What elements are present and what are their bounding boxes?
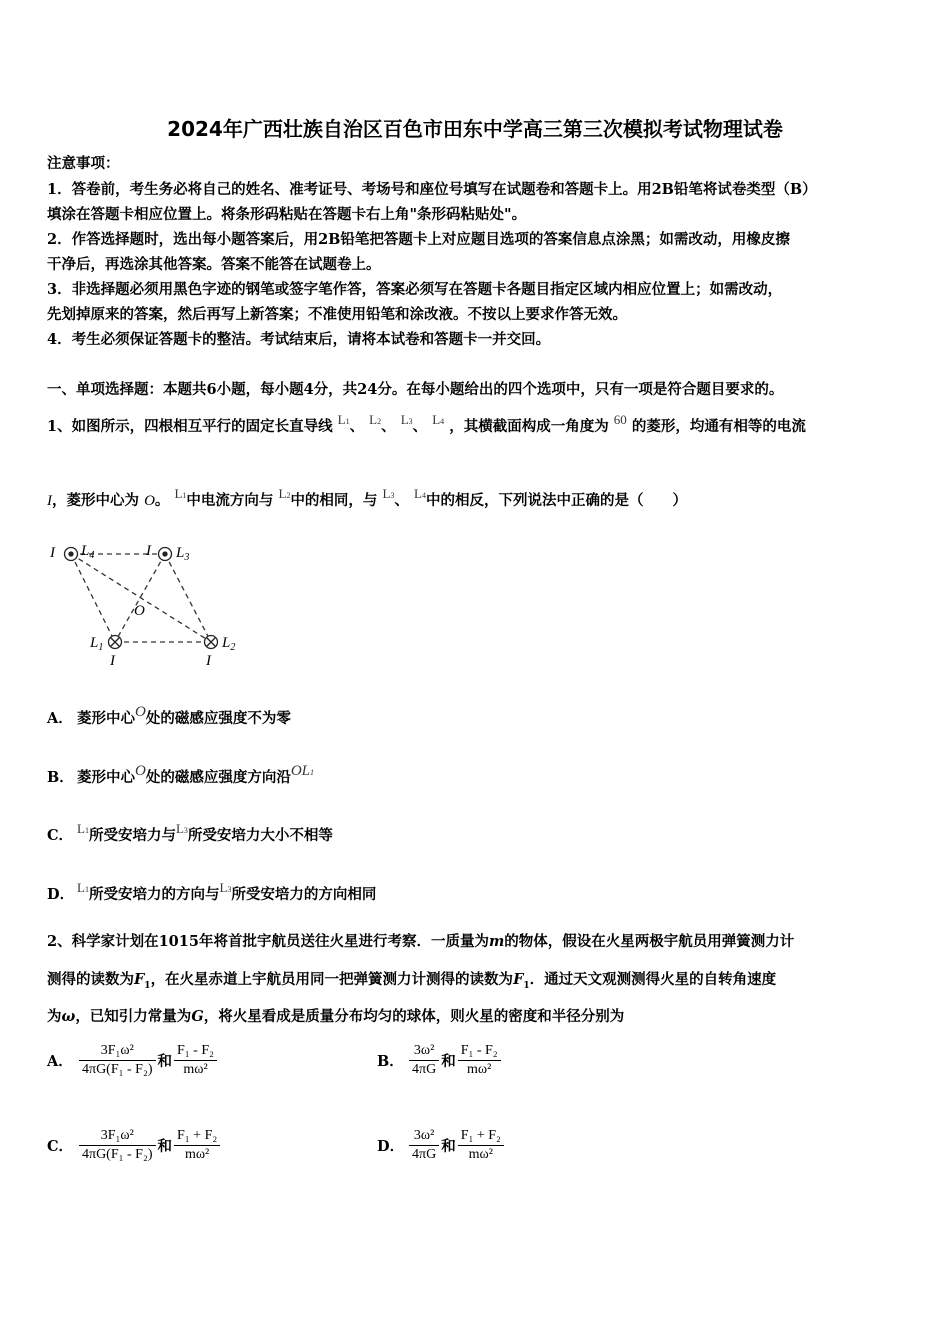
wire-l1-cross: [109, 636, 122, 649]
notice-item-1a: 1．答卷前，考生务必将自己的姓名、准考证号、考场号和座位号填写在试题卷和答题卡上。用2B铅笔将试卷类型（B）: [47, 181, 817, 198]
page-title: 2024年广西壮族自治区百色市田东中学高三第三次模拟考试物理试卷: [167, 117, 783, 141]
wire-label-l4: L4: [432, 412, 445, 427]
angle-value: 60: [613, 412, 627, 427]
q2-option-b[interactable]: B． $\frac{\text{3ω²}}{4\pi G}$ 和 $\frac{\text{F₁ - F₂}}{\text{mω²}}$: [377, 1043, 503, 1078]
notice-item-3b: 先划掉原来的答案，然后再写上新答案；不准使用铅笔和涂改液。不按以上要求作答无效。: [47, 306, 627, 323]
notice-item-3a: 3．非选择题必须用黑色字迹的钢笔或签字笔作答，答案必须写在答题卡各题目指定区域内相应位置上；如需改动，: [47, 281, 783, 298]
wire-label-l3: L3: [400, 412, 413, 427]
wire-l3-dot: [159, 548, 172, 561]
label-i-l2: I: [206, 653, 211, 669]
notice-item-2b: 干净后，再选涂其他答案。答案不能答在试题卷上。: [47, 256, 381, 273]
q1-option-b[interactable]: B． 菱形中心O处的磁感应强度方向沿OL1: [47, 763, 315, 786]
label-l2: $L_2$: [222, 635, 236, 653]
edge-l3-l2: [165, 554, 211, 642]
wire-label-l2: L2: [369, 412, 382, 427]
q2-line-2: 测得的读数为$F_1$，在火星赤道上宇航员用同一把弹簧测力计测得的读数为$F_1$．通过天文观测测得火星的自转角速度: [47, 971, 777, 991]
wire-l4-dot: [65, 548, 78, 561]
q1-option-c[interactable]: C． L1所受安培力与L3所受安培力大小不相等: [47, 821, 333, 844]
q2-option-d[interactable]: D． $\frac{\text{3ω²}}{4\pi G}$ 和 $\frac{\text{F₁ + F₂}}{\text{mω²}}$: [377, 1128, 506, 1163]
notice-item-4: 4．考生必须保证答题卡的整洁。考试结束后，请将本试卷和答题卡一并交回。: [47, 331, 551, 348]
notice-item-2a: 2．作答选择题时，选出每小题答案后，用2B铅笔把答题卡上对应题目选项的答案信息点涂黑；如需改动，用橡皮擦: [47, 231, 790, 248]
diagonal-l4-l2: [71, 554, 211, 642]
q1-line-1: 1、如图所示，四根相互平行的固定长直导线 L1、 L2、 L3、 L4 ，其横截面构成一角度为 60 的菱形，均通有相等的电流: [47, 412, 806, 435]
notice-heading: 注意事项：: [47, 155, 120, 172]
q2-option-c[interactable]: C． $\frac{\text{3F₁ω²}}{\text{4πG(F₁ - F₂)}}$ 和 $\frac{\text{F₁ + F₂}}{\text{mω²}}$: [47, 1128, 222, 1163]
wire-label-l1: L1: [337, 412, 350, 427]
q1-text-c: 的菱形，均通有相等的电流: [631, 418, 806, 435]
section-heading: 一、单项选择题：本题共6小题，每小题4分，共24分。在每小题给出的四个选项中，只有一项是符合题目要求的。: [47, 381, 784, 398]
current-symbol: I: [47, 493, 52, 509]
q2-line-1: 2、科学家计划在1015年将首批宇航员送往火星进行考察．一质量为m的物体，假设在火星两极宇航员用弹簧测力计: [47, 933, 795, 950]
wire-l2-cross: [205, 636, 218, 649]
label-l1: $L_1$: [90, 635, 104, 653]
q2-option-a[interactable]: A． $\frac{\text{3F₁ω²}}{\text{4πG(F₁ - F₂)}}$ 和 $\frac{\text{F₁ - F₂}}{\text{mω²}}$: [47, 1043, 219, 1078]
rhombus-wire-figure: [45, 535, 255, 670]
label-l4: $L_4$: [81, 543, 95, 561]
center-symbol: O: [144, 493, 155, 509]
label-i-l4: I: [50, 545, 55, 561]
label-o: O: [134, 603, 145, 619]
q1-text-a: 1、如图所示，四根相互平行的固定长直导线: [47, 418, 333, 435]
q1-option-a[interactable]: A． 菱形中心O处的磁感应强度不为零: [47, 704, 291, 727]
q1-text-b: ，其横截面构成一角度为: [449, 418, 609, 435]
notice-item-1b: 填涂在答题卡相应位置上。将条形码粘贴在答题卡右上角"条形码粘贴处"。: [47, 206, 527, 223]
label-i-l3: I: [146, 543, 151, 559]
q2-line-3: 为ω，已知引力常量为G，将火星看成是质量分布均匀的球体，则火星的密度和半径分别为: [47, 1008, 625, 1025]
q1-option-d[interactable]: D． L1所受安培力的方向与L3所受安培力的方向相同: [47, 880, 377, 903]
q1-line-2: I，菱形中心为 O。 L1中电流方向与 L2中的相同，与 L3、 L4中的相反，下列说法中正确的是（ ）: [47, 486, 687, 509]
edge-l4-l1: [71, 554, 115, 642]
label-l3: $L_3$: [176, 545, 190, 563]
label-i-l1: I: [110, 653, 115, 669]
